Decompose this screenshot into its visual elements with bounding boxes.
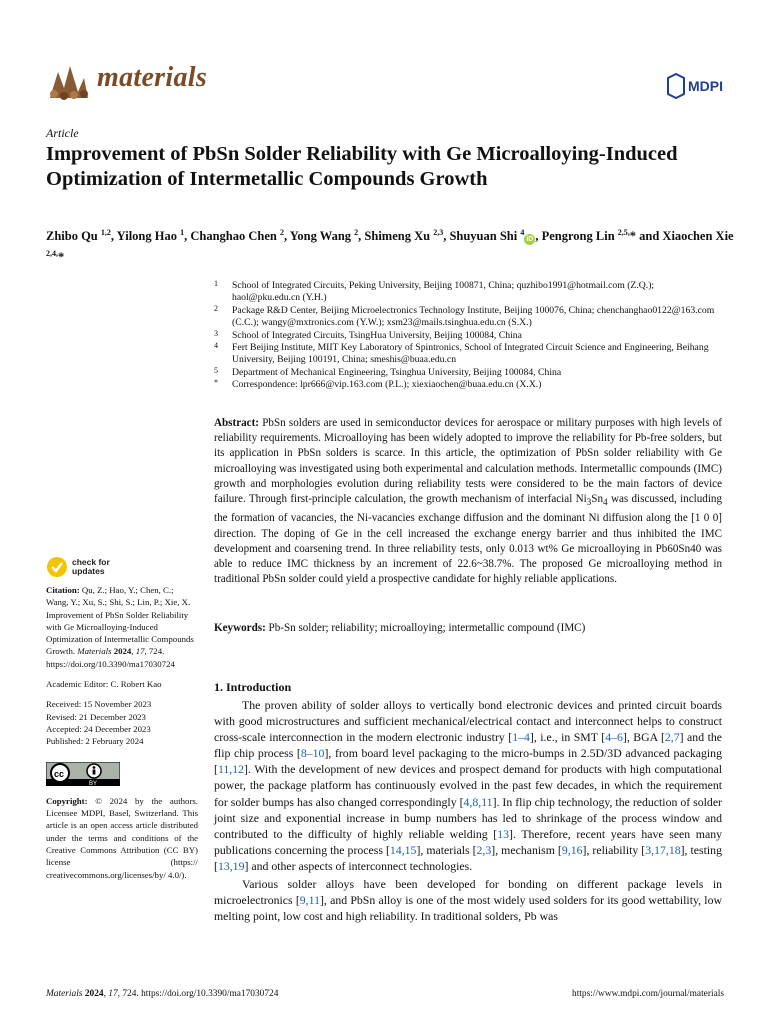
accepted-date: Accepted: 24 December 2023 (46, 723, 151, 734)
introduction-paragraph: Various solder alloys have been developed for bonding on different package levels in microelectronics [9,11], and PbSn alloy is one of the most widely used solders for its good wettability, low melting point, low cost and high reliability. In traditional solders, Pb was (214, 877, 722, 924)
check-updates-icon (46, 556, 68, 578)
section-heading-introduction: 1. Introduction (214, 680, 292, 694)
affiliation-number: 3 (214, 328, 218, 338)
affiliation-number: 1 (214, 279, 218, 288)
keywords-text: Pb-Sn solder; reliability; microalloying; intermetallic compound (IMC) (268, 622, 586, 634)
affiliations (214, 280, 724, 392)
affiliation-number: 4 (214, 341, 218, 351)
introduction-paragraph: The proven ability of solder alloys to vertically bond electronic devices and printed circuit boards with good microstructures and sufficient mechanical/electrical contact and interconnect helps to construct cross-scale interconnection in the modern electronic industry [1–4], i.e., in SMT [4–6], BGA [2,7] and the flip chip process [8–10], from board level packaging to the micro-bumps in 2.5D/3D advanced packaging [11,12]. With the development of new devices and prospect demand for products with high computational power, the package platform has continuously evolved in the past few decades, in which the requirement for solder bumps has also changed correspondingly [4,8,11]. In flip chip technology, the reduction of solder joint size and exponential increase in bump numbers has led to shrinkage of the process window and contributed to the difficulty of highly reliable welding [13]. Therefore, recent years have seen many publications concerning the process [14,15], materials [2,3], mechanism [9,16], reliability [3,17,18], testing [13,19] and other aspects of interconnect technologies. (214, 698, 722, 873)
introduction-body (214, 697, 722, 926)
check-for-updates-badge[interactable] (46, 554, 198, 580)
affiliation-text: School of Integrated Circuits, TsingHua University, Beijing 100084, China (232, 329, 522, 341)
affiliation-item (214, 330, 724, 342)
affiliation-number: 2 (214, 303, 218, 313)
copyright-notice: Copyright: © 2024 by the authors. Licensee MDPI, Basel, Switzerland. This article is an open access article distributed under the terms and conditions of the Creative Commons Attribution (CC BY) license (https:// creativecommons.org/licenses/by/ 4.0/). (46, 795, 198, 880)
cc-by-license-icon[interactable] (46, 762, 120, 786)
author-list: Zhibo Qu $^{1,2}$, Yilong Hao $^1$, Changhao Chen $^2$, Yong Wang $^2$, Shimeng Xu $^{2,3}$, Shuyuan Shi $^4$iD , Pengrong Lin $^{2,5,}$* and Xiaochen Xie $^{2,4,}$* (46, 228, 734, 265)
svg-text:cc: cc (54, 768, 65, 779)
affiliation-text: Department of Mechanical Engineering, Tsinghua University, Beijing 100084, China (232, 366, 562, 378)
affiliation-text: Fert Beijing Institute, MIIT Key Laboratory of Spintronics, School of Integrated Circuit Science and Engineering, Beihang University, Beijing 100191, China; smeshis@buaa.edu.cn (232, 342, 709, 366)
affiliation-number: * (214, 378, 218, 388)
journal-header (44, 58, 724, 110)
citation: Citation: Qu, Z.; Hao, Y.; Chen, C.; Wang, Y.; Xu, S.; Shi, S.; Lin, P.; Xie, X. Improvement of PbSn Solder Reliability with Ge Microalloying-Induced Optimization of Intermetallic Compounds Growth. Materials 2024, 17, 724. https://doi.org/10.3390/ma17030724 (46, 585, 194, 669)
abstract (214, 416, 722, 587)
affiliation-text: Package R&D Center, Beijing Microelectronics Technology Institute, Beijing 100076, China; chenchanghao0122@163.com (C.C.); wangy@mxtronics.com (Y.W.); xsm23@mails.tsinghua.edu.cn (S.X.) (232, 304, 715, 329)
footer-journal-url[interactable]: https://www.mdpi.com/journal/materials (572, 989, 724, 999)
abstract-label: Abstract: (214, 417, 259, 429)
abstract-text: PbSn solders are used in semiconductor devices for aerospace or military purposes with high levels of reliability requirements. Microalloying has been widely adopted to improve the reliability for Pb-free solders, but its application in PbSn solders is scarce. In this article, the optimization of PbSn solder reliability with Ge microalloying was investigated using both experimental and calculation methods. Intermetallic compounds (IMC) growth and morphologies evolution during reliability tests were considered to be the main factors of device failure. Through first-principle calculation, the growth mechanism of interfacial $Ni_3Sn_4$ was discussed, including the formation of vacancies, the Ni-vacancies exchange diffusion and the dominant Ni diffusion along the [1 0 0] direction. The doping of Ge in the cell increased the exchange energy barrier and thus inhibited the IMC development and coarsening trend. In three reliability tests, only 0.013 wt% Ge microalloying in Pb60Sn40 was able to reduce IMC thickness by an increment of 22.6~38.7%. The proposed Ge microalloying method in traditional PbSn solder could yield a prospective candidate for highly reliable applications. (214, 417, 723, 586)
affiliation-text: School of Integrated Circuits, Peking University, Beijing 100871, China; quzhibo1991@hotmail.com (Z.Q.); haol@pku.edu.cn (Y.H.) (232, 280, 655, 304)
keywords-label: Keywords: (214, 622, 266, 634)
journal-name: materials (97, 62, 208, 93)
affiliation-item (214, 367, 724, 379)
keywords (214, 621, 722, 636)
check-line2: updates (72, 566, 105, 576)
affiliation-item (214, 342, 724, 367)
article-type: Article (46, 126, 79, 140)
affiliation-item (214, 305, 724, 330)
footer-citation: Materials 2024, 17, 724. https://doi.org/10.3390/ma17030724 (46, 989, 279, 999)
cc-by-text: BY (89, 780, 98, 786)
article-info-sidebar (46, 554, 198, 889)
affiliation-text: Correspondence: lpr666@vip.163.com (P.L.); xiexiaochen@buaa.edu.cn (X.X.) (232, 379, 542, 391)
article-title: Improvement of PbSn Solder Reliability with Ge Microalloying-Induced Optimization of Intermetallic Compounds Growth (46, 143, 678, 190)
journal-logo-icon (44, 58, 92, 106)
page-footer (46, 989, 724, 999)
academic-editor: Academic Editor: C. Robert Kao (46, 679, 162, 690)
mdpi-logo-text: MDPI (688, 78, 723, 94)
mdpi-logo-icon (666, 72, 724, 100)
affiliation-item (214, 280, 724, 305)
check-line1: check for (72, 557, 110, 567)
dates (46, 698, 198, 747)
published-date: Published: 2 February 2024 (46, 736, 144, 747)
received-date: Received: 15 November 2023 (46, 699, 152, 710)
revised-date: Revised: 21 December 2023 (46, 711, 146, 722)
affiliation-item (214, 379, 724, 391)
affiliation-number: 5 (214, 365, 218, 375)
